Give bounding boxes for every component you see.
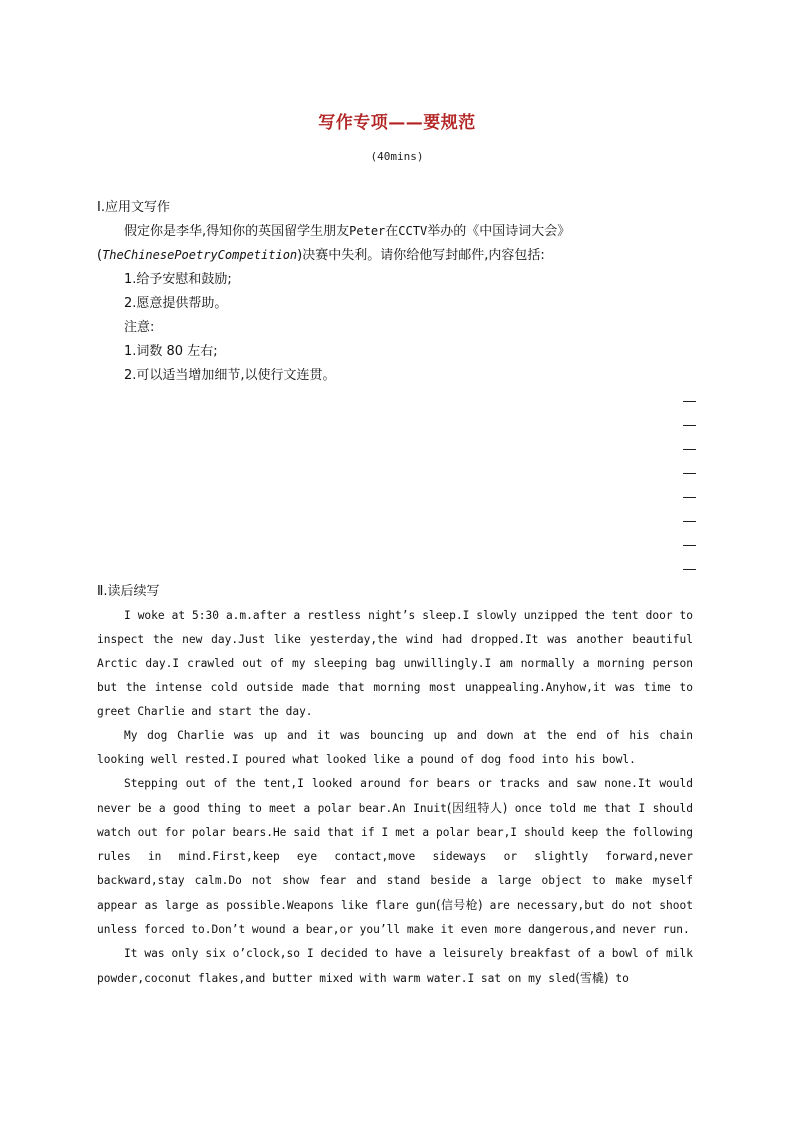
reading-passage xyxy=(97,604,693,991)
answer-line[interactable] xyxy=(683,473,696,474)
prompt-text: ( xyxy=(97,248,103,263)
gloss-flare-gun: (信号枪) xyxy=(435,898,483,912)
note-label: 注意: xyxy=(124,320,155,335)
prompt-text: )决赛中失利。请你给他写封邮件,内容包括: xyxy=(297,248,545,263)
page-title: 写作专项——要规范 xyxy=(318,113,476,133)
prompt-line-1 xyxy=(124,220,570,239)
answer-line[interactable] xyxy=(683,449,696,450)
prompt-text: 在 xyxy=(385,224,399,239)
answer-line[interactable] xyxy=(683,569,696,570)
prompt-competition-name: TheChinesePoetryCompetition xyxy=(102,248,298,262)
answer-blank-lines xyxy=(683,401,697,593)
passage-text: It was only six o’clock,so I decided to have a leisurely breakfast of a bowl of milk powder,coconut flakes,and butter mixed with warm water.I sat on my sled xyxy=(97,947,693,985)
gloss-inuit: (因纽特人) xyxy=(446,801,508,815)
answer-line[interactable] xyxy=(683,425,696,426)
prompt-line-2 xyxy=(97,244,545,263)
passage-paragraph-4 xyxy=(97,942,693,991)
passage-text: once told me that I should watch out for polar bears.He said that if I met a polar bear,I should keep the following rules in mind.First,keep eye contact,move sideways or slightly forward,never backward,stay calm.Do not show fear and stand beside a large object to make myself appear as large as possible.Weapons like flare gun xyxy=(97,802,693,912)
prompt-name: Peter xyxy=(349,224,386,238)
passage-paragraph-3 xyxy=(97,772,693,942)
passage-paragraph-1: I woke at 5:30 a.m.after a restless night’s sleep.I slowly unzipped the tent door to inspect the new day.Just like yesterday,the wind had dropped.It was another beautiful Arctic day.I crawled out of my sleeping bag unwillingly.I am normally a morning person but the intense cold outside made that morning most unappealing.Anyhow,it was time to greet Charlie and start the day. xyxy=(97,609,693,718)
section-heading-practical-writing: Ⅰ.应用文写作 xyxy=(97,200,170,215)
passage-text: Stepping out of the tent,I looked around for bears or tracks and saw none.It would never be a good thing to meet a polar bear.An Inuit xyxy=(97,777,693,815)
prompt-text: 假定你是李华,得知你的英国留学生朋友 xyxy=(124,224,350,239)
answer-line[interactable] xyxy=(683,497,696,498)
section-heading-continuation-writing: Ⅱ.读后续写 xyxy=(97,584,160,599)
prompt-org: CCTV xyxy=(398,224,428,238)
content-point-1: 1.给予安慰和鼓励; xyxy=(124,272,232,287)
answer-line[interactable] xyxy=(683,401,696,402)
answer-line[interactable] xyxy=(683,545,696,546)
time-limit: (40mins) xyxy=(370,150,424,163)
passage-text: to xyxy=(615,972,629,985)
gloss-sled: (雪橇) xyxy=(575,971,609,985)
note-2: 2.可以适当增加细节,以使行文连贯。 xyxy=(124,368,336,383)
passage-paragraph-2: My dog Charlie was up and it was bouncing up and down at the end of his chain looking well rested.I poured what looked like a pound of dog food into his bowl. xyxy=(97,729,693,766)
answer-line[interactable] xyxy=(683,521,696,522)
content-point-2: 2.愿意提供帮助。 xyxy=(124,296,228,311)
prompt-text: 举办的《中国诗词大会》 xyxy=(427,224,571,239)
note-1: 1.词数 80 左右; xyxy=(124,344,218,359)
passage-text: are necessary,but do not shoot unless forced to.Don’t wound a bear,or you’ll make it even more dangerous,and never run. xyxy=(97,899,693,936)
